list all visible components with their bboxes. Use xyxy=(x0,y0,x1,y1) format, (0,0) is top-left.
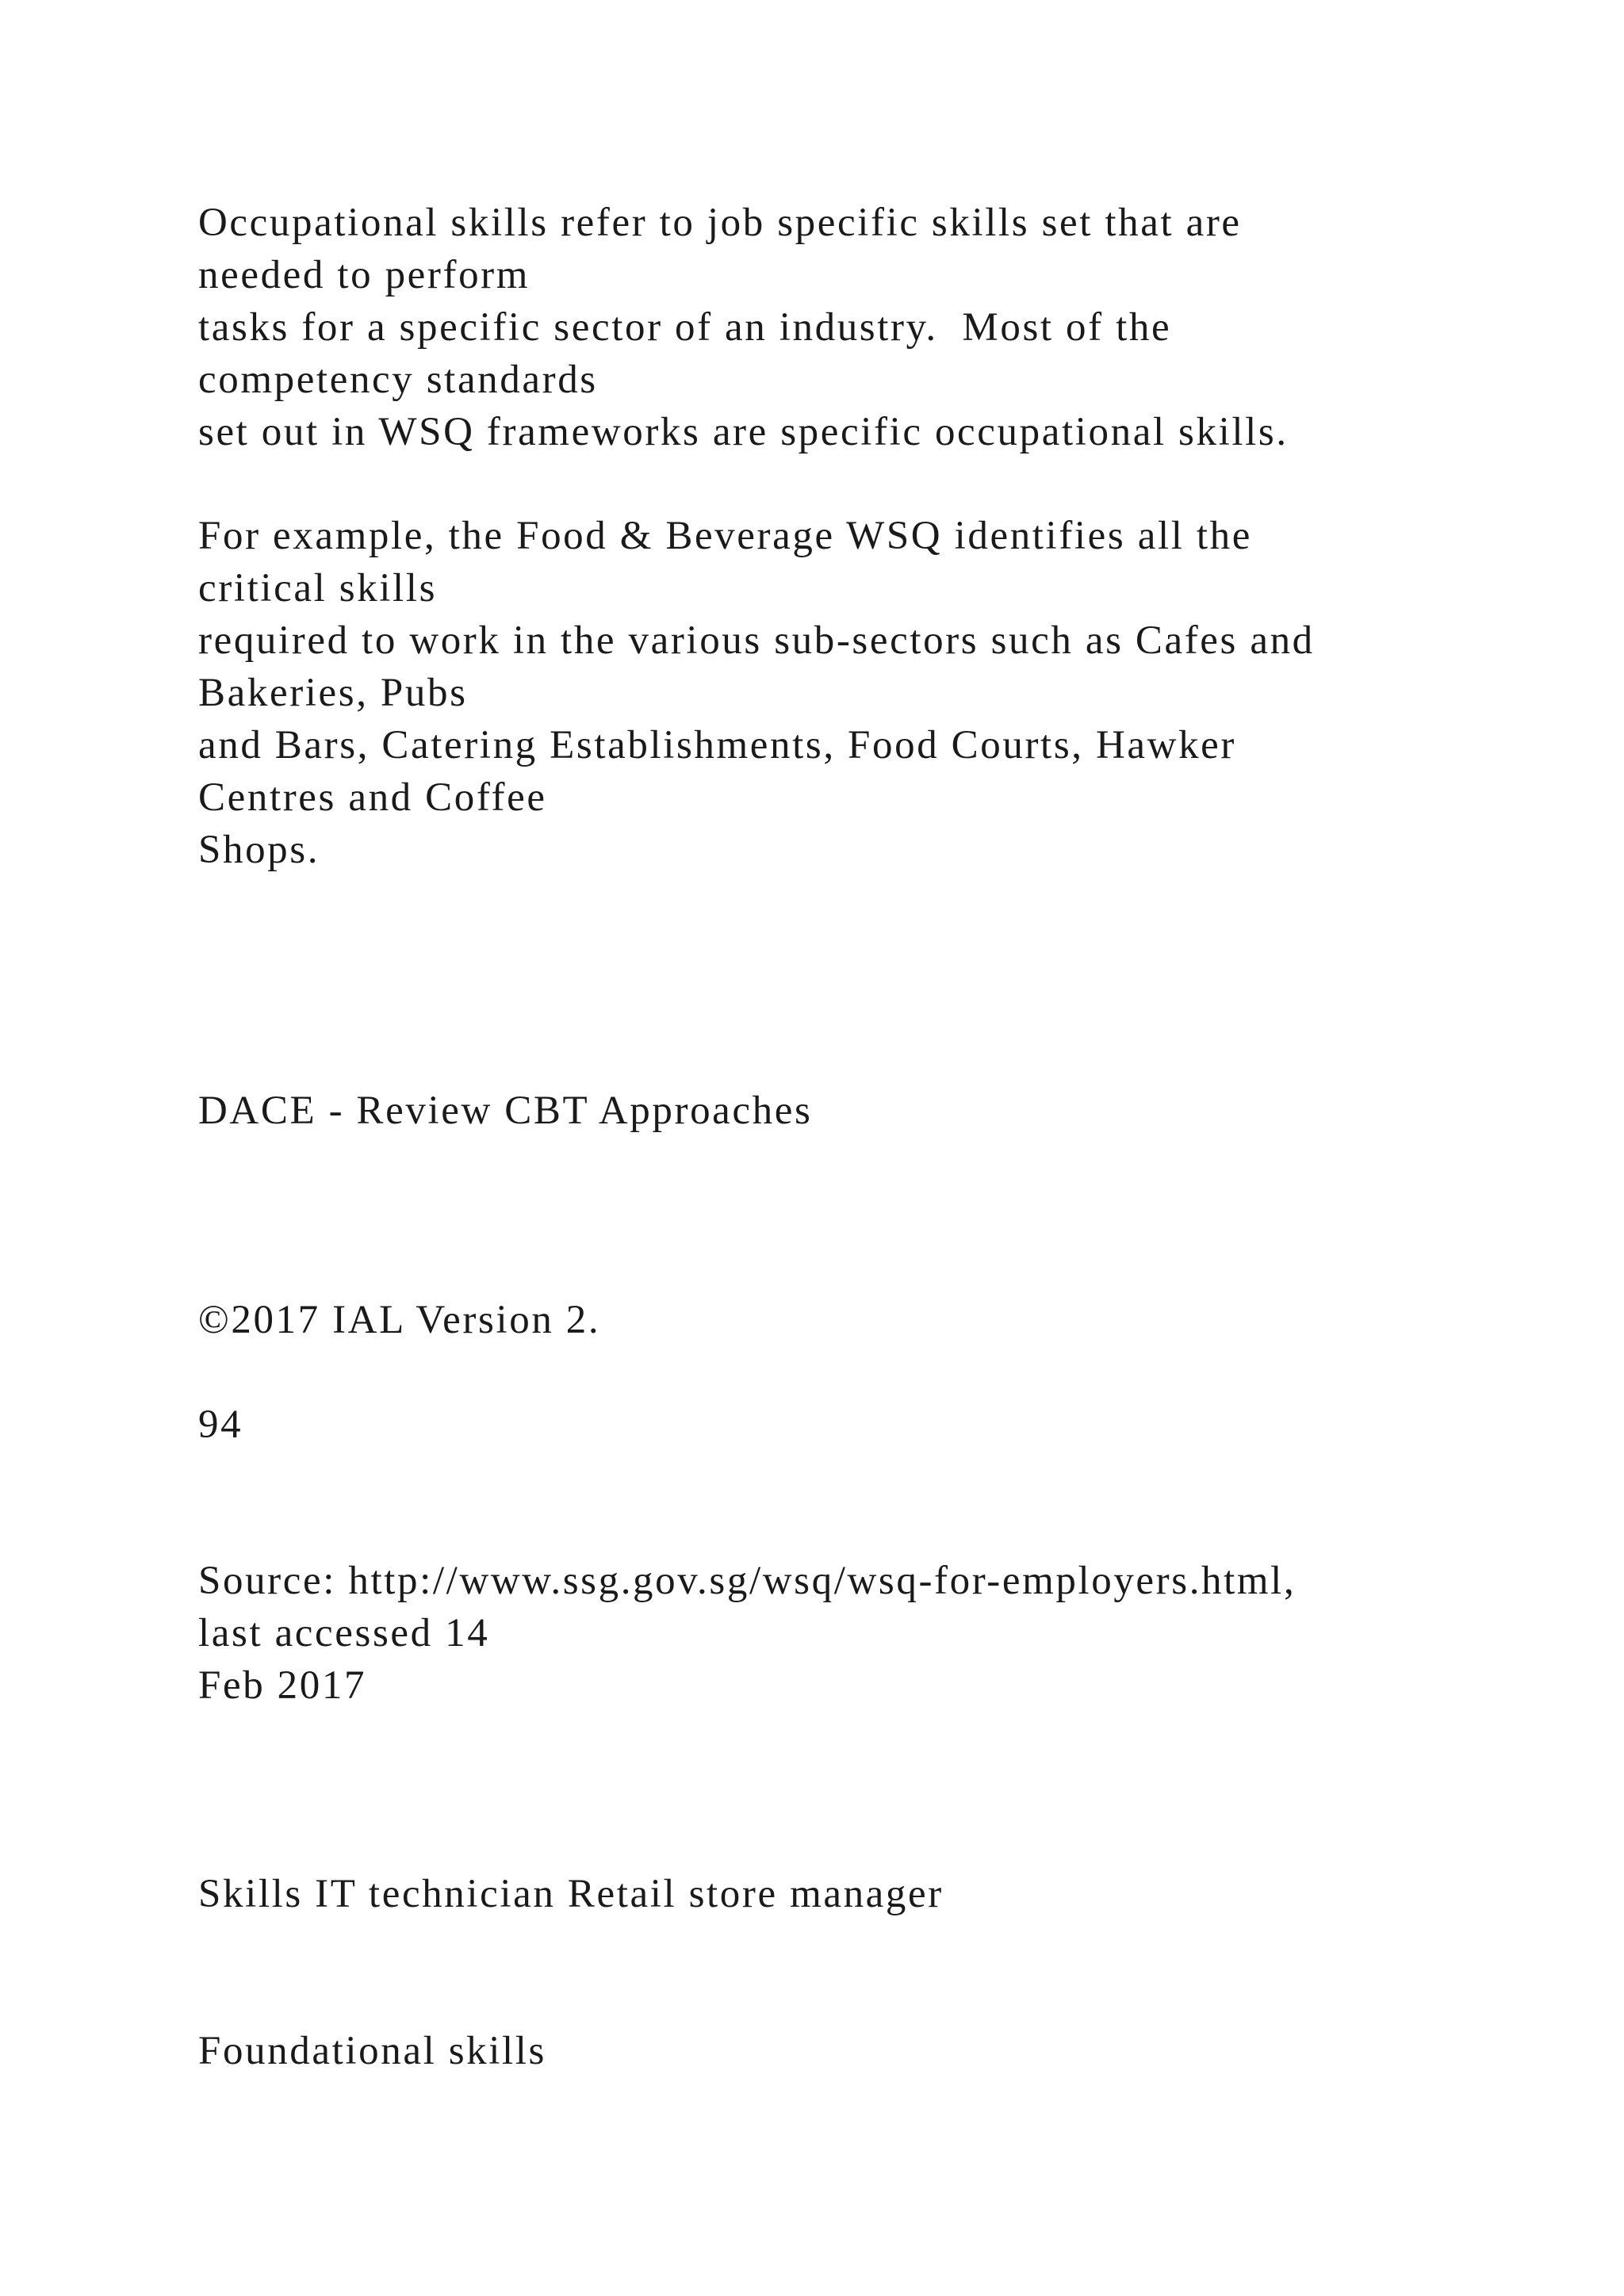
text-line: For example, the Food & Beverage WSQ identifies all the xyxy=(198,514,1252,558)
text-line: Feb 2017 xyxy=(198,1663,367,1708)
text-line: required to work in the various sub-sectors such as Cafes and xyxy=(198,618,1315,663)
foundational-skills-label: Foundational skills xyxy=(198,2029,546,2073)
text-line: needed to perform xyxy=(198,253,530,297)
text-line: set out in WSQ frameworks are specific occupational skills. xyxy=(198,410,1289,454)
text-line: Centres and Coffee xyxy=(198,775,547,820)
text-line: Shops. xyxy=(198,828,320,872)
text-line: competency standards xyxy=(198,358,598,402)
text-line: Occupational skills refer to job specific skills set that are xyxy=(198,201,1242,245)
text-line: critical skills xyxy=(198,566,438,610)
text-line: and Bars, Catering Establishments, Food Courts, Hawker xyxy=(198,723,1236,767)
text-line: Source: http://www.ssg.gov.sg/wsq/wsq-for-employers.html, xyxy=(198,1559,1297,1603)
slide-title: DACE - Review CBT Approaches xyxy=(198,1089,813,1133)
copyright-notice: ©2017 IAL Version 2. xyxy=(198,1298,601,1342)
text-line: Bakeries, Pubs xyxy=(198,671,468,715)
text-line: tasks for a specific sector of an industry. Most of the xyxy=(198,305,1172,350)
skills-table-header: Skills IT technician Retail store manager xyxy=(198,1872,944,1916)
page-number: 94 xyxy=(198,1402,243,1447)
text-line: last accessed 14 xyxy=(198,1611,490,1655)
